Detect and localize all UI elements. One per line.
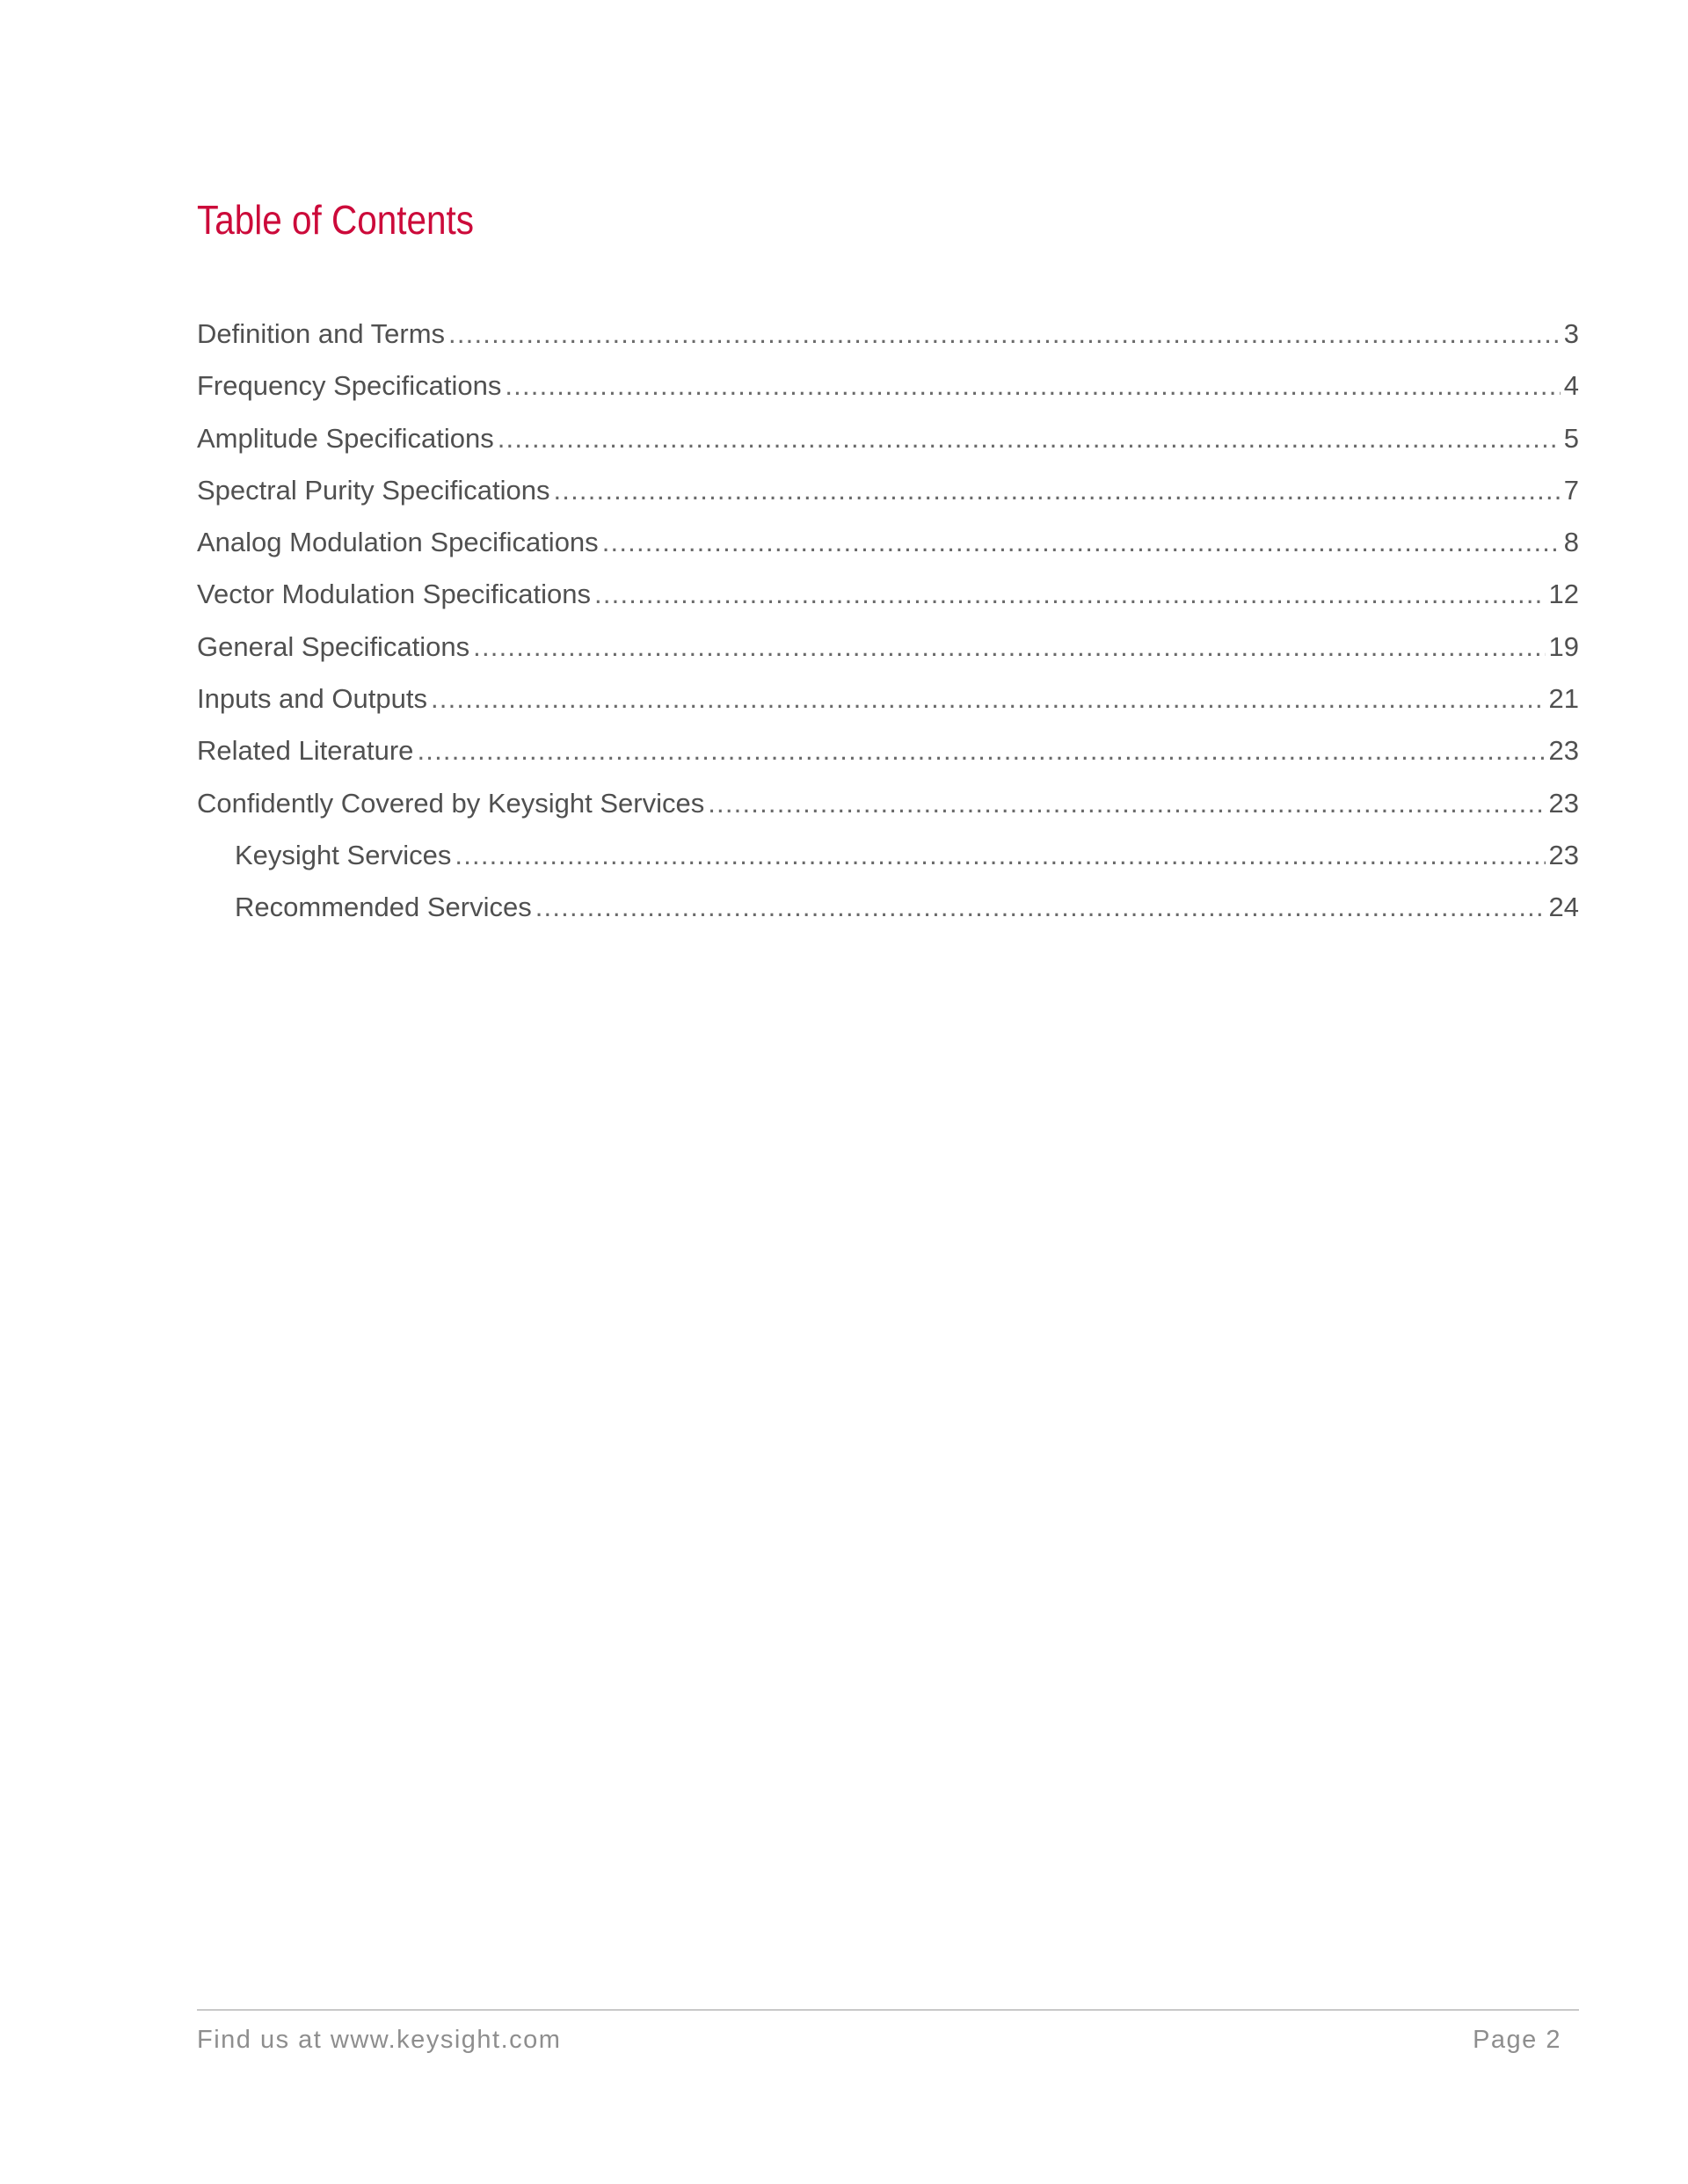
toc-subentry[interactable] [197,834,1579,886]
toc-dot-leader [594,573,1545,615]
toc-entry-page: 3 [1563,318,1579,349]
toc-entry-page: 23 [1548,787,1579,819]
table-of-contents [197,313,1579,939]
toc-dot-leader [535,886,1546,928]
toc-entry-label: Confidently Covered by Keysight Services [197,787,705,819]
toc-entry-label: Keysight Services [235,839,452,870]
toc-entry[interactable] [197,783,1579,834]
toc-entry-page: 23 [1548,735,1579,767]
toc-entry-label: Recommended Services [235,892,532,923]
toc-entry[interactable] [197,313,1579,365]
toc-entry-page: 8 [1563,527,1579,558]
toc-dot-leader [505,365,1560,407]
toc-entry-page: 19 [1548,630,1579,662]
toc-dot-leader [455,834,1545,877]
toc-dot-leader [448,313,1561,355]
toc-entry-label: Inputs and Outputs [197,683,427,715]
toc-dot-leader [431,678,1546,720]
toc-dot-leader [498,418,1561,460]
toc-dot-leader [602,521,1561,564]
toc-entry-page: 4 [1563,370,1579,402]
toc-entry-page: 5 [1563,422,1579,454]
toc-entry-label: Definition and Terms [197,318,446,349]
footer-divider [197,2009,1579,2011]
toc-entry[interactable] [197,418,1579,470]
toc-entry-label: Spectral Purity Specifications [197,474,550,506]
toc-entry[interactable] [197,678,1579,730]
toc-entry-page: 24 [1548,892,1579,923]
toc-dot-leader [473,626,1545,668]
toc-entry-page: 12 [1548,579,1579,610]
toc-entry-label: Analog Modulation Specifications [197,527,599,558]
toc-dot-leader [708,783,1545,825]
toc-entry-label: Vector Modulation Specifications [197,579,592,610]
toc-subentry[interactable] [197,886,1579,938]
page-title: Table of Contents [197,197,475,243]
footer-page-number: Page 2 [1473,2026,1561,2054]
toc-entry-page: 23 [1548,839,1579,870]
toc-entry-page: 7 [1563,474,1579,506]
toc-entry-label: Frequency Specifications [197,370,502,402]
toc-entry[interactable] [197,573,1579,625]
toc-entry[interactable] [197,626,1579,678]
toc-entry[interactable] [197,730,1579,782]
toc-entry-label: Related Literature [197,735,414,767]
toc-entry-page: 21 [1548,683,1579,715]
toc-entry[interactable] [197,521,1579,573]
footer-website-text: Find us at www.keysight.com [197,2026,562,2054]
toc-dot-leader [553,470,1560,512]
toc-entry[interactable] [197,470,1579,521]
toc-entry-label: Amplitude Specifications [197,422,494,454]
toc-dot-leader [417,730,1545,772]
toc-entry-label: General Specifications [197,630,470,662]
toc-entry[interactable] [197,365,1579,417]
